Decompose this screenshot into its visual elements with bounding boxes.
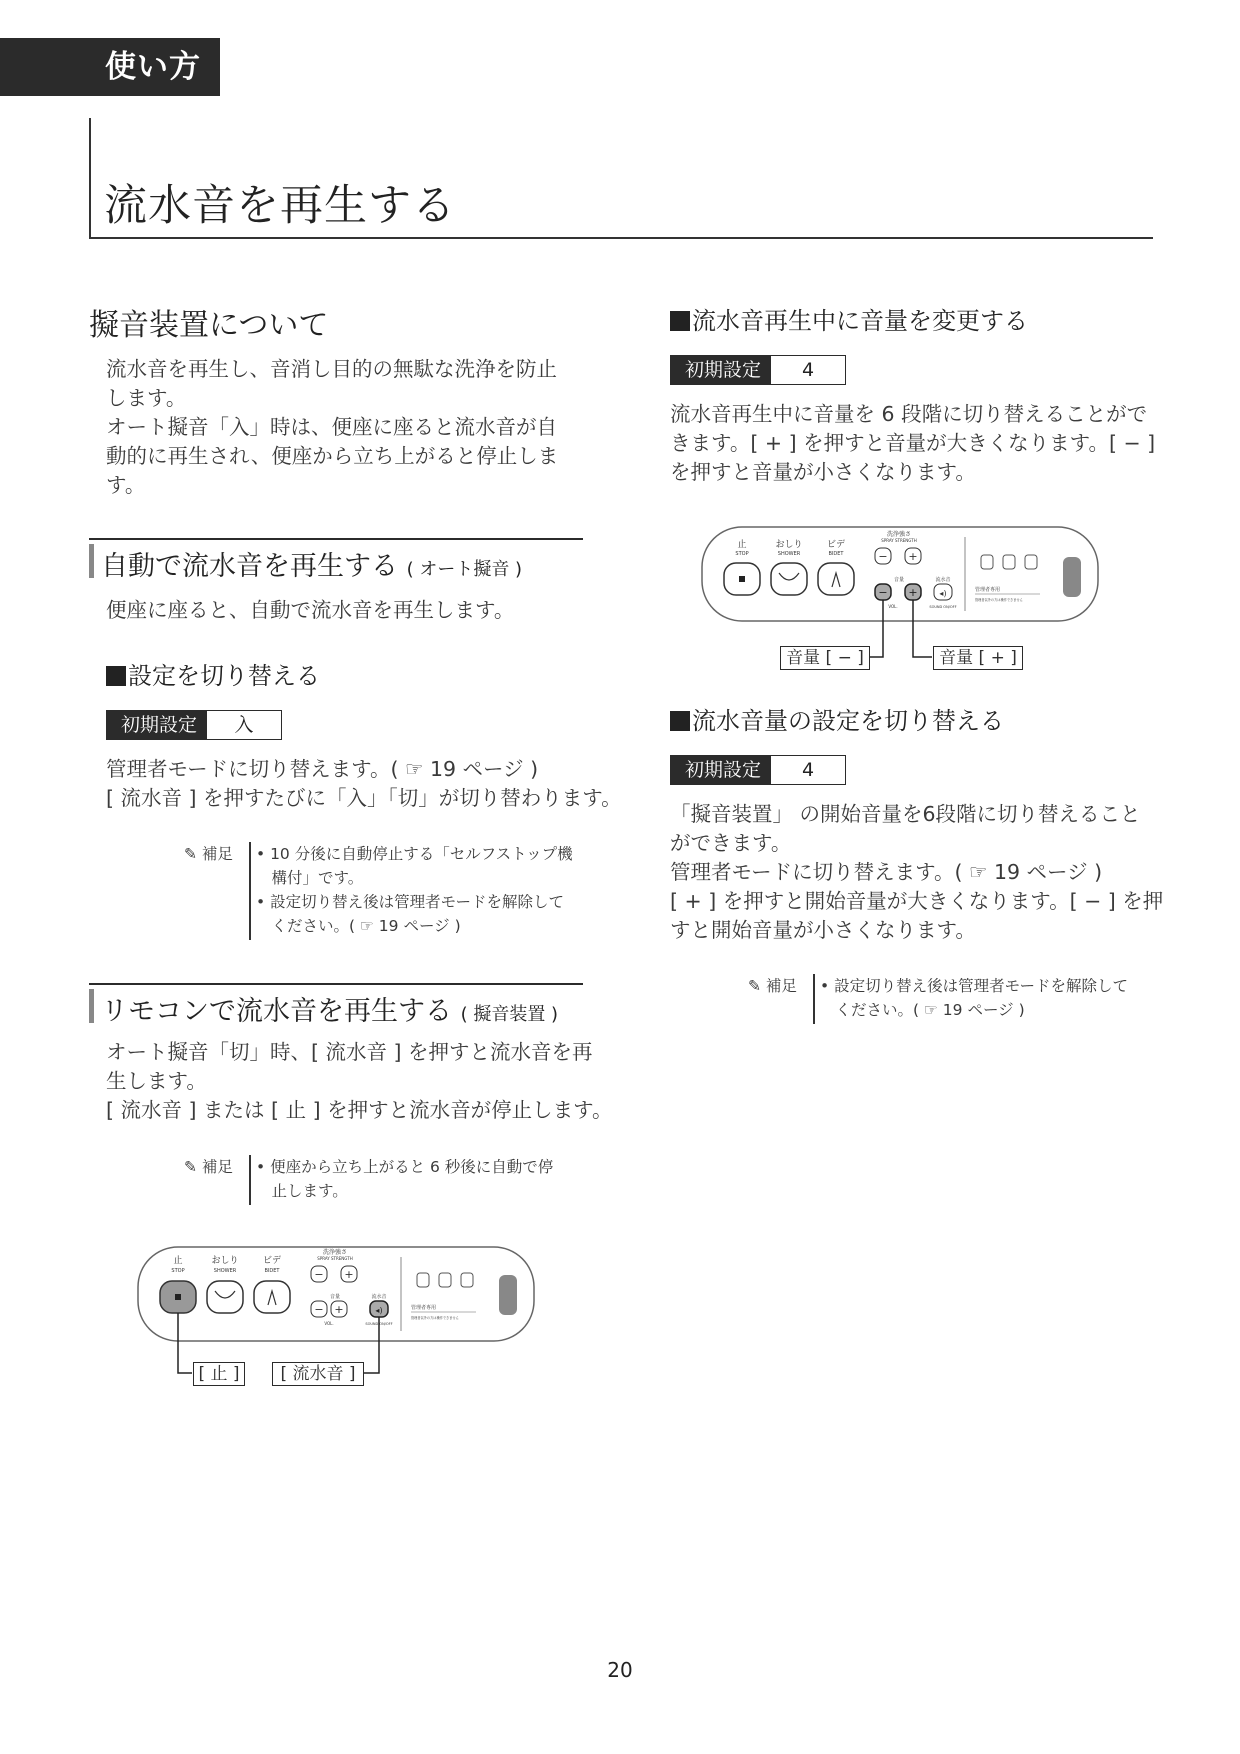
- svg-text:+: +: [344, 1268, 354, 1281]
- init-label: 初期設定: [671, 356, 771, 384]
- admin-label: 管理者専用: [975, 587, 1001, 593]
- bidet-button: [254, 1281, 290, 1313]
- auto-switch-text: [106, 755, 622, 813]
- volume-setting-line: すと開始音量が小さくなります。: [670, 918, 976, 942]
- shower-button: [771, 563, 807, 595]
- volume-line: 流水音再生中に音量を 6 段階に切り替えることがで: [670, 402, 1148, 426]
- note-label: ✎ 補足: [748, 977, 797, 995]
- remote-panel-graphic: [700, 525, 1100, 675]
- admin-label: 管理者専用: [411, 1305, 437, 1311]
- admin-sub-label: 管理者以外の方は操作できません: [411, 1316, 459, 1320]
- stop-icon: [739, 576, 745, 582]
- stop-label: 止: [173, 1256, 183, 1266]
- section-accent: [89, 544, 94, 578]
- about-heading: 擬音装置について: [89, 308, 329, 343]
- auto-section-header: [89, 538, 583, 582]
- note-line: • 10 分後に自動停止する「セルフストップ機: [256, 845, 573, 863]
- auto-line: 便座に座ると、自動で流水音を再生します。: [106, 598, 515, 622]
- svg-text:+: +: [908, 550, 918, 563]
- spray-label: 洗浄強さ: [322, 1249, 348, 1256]
- shower-label: おしり: [775, 540, 803, 550]
- remote-line: 生します。: [106, 1069, 207, 1093]
- init-label: 初期設定: [107, 711, 207, 739]
- remote-indicator: [1063, 557, 1081, 597]
- init-value: 入: [234, 714, 254, 736]
- spray-en-label: SPRAY STRENGTH: [317, 1256, 353, 1261]
- bidet-en-label: BIDET: [264, 1268, 280, 1274]
- auto-switch-line: [ 流水音 ] を押すたびに「入」「切」が切り替わります。: [106, 786, 622, 810]
- volume-setting-line: [ + ] を押すと開始音量が大きくなります。[ − ] を押: [670, 889, 1164, 913]
- shower-button: [207, 1281, 243, 1313]
- sound-en-label: SOUND ON/OFF: [929, 605, 957, 609]
- volume-line: を押すと音量が小さくなります。: [670, 460, 976, 484]
- spray-label: 洗浄強さ: [886, 531, 912, 538]
- note-divider: [813, 974, 815, 1024]
- square-bullet-icon: [670, 711, 690, 731]
- vol-en-label: VOL.: [324, 1321, 334, 1326]
- callout-stop: [ 止 ]: [193, 1362, 245, 1386]
- init-value: 4: [801, 759, 815, 781]
- remote-line: オート擬音「切」時、[ 流水音 ] を押すと流水音を再: [106, 1040, 593, 1064]
- stop-en-label: STOP: [171, 1268, 185, 1274]
- note-line: 構付」です。: [256, 869, 364, 887]
- shower-en-label: SHOWER: [213, 1268, 237, 1274]
- note-line: ください。( ☞ 19 ページ ): [820, 1001, 1025, 1019]
- square-bullet-icon: [670, 311, 690, 331]
- auto-desc: [106, 596, 514, 625]
- note-line: ください。( ☞ 19 ページ ): [256, 917, 461, 935]
- svg-text:−: −: [878, 586, 888, 599]
- svg-text:−: −: [878, 550, 888, 563]
- about-text: [106, 355, 558, 500]
- init-label: 初期設定: [671, 756, 771, 784]
- vol-en-label: VOL.: [888, 604, 898, 609]
- section-tab: 使い方: [0, 38, 220, 96]
- auto-init-setting: [106, 710, 282, 740]
- volume-setting-line: 管理者モードに切り替えます。( ☞ 19 ページ ): [670, 860, 1103, 884]
- switch-heading: [106, 656, 320, 691]
- svg-text:−: −: [314, 1303, 324, 1316]
- remote-text: [106, 1038, 612, 1125]
- auto-note: [184, 842, 584, 942]
- vol-label: 音量: [329, 1294, 341, 1300]
- bidet-label: ビデ: [262, 1256, 282, 1266]
- volume-setting-heading: [670, 701, 1004, 736]
- remote-title: リモコンで流水音を再生する: [101, 996, 452, 1027]
- bidet-label: ビデ: [826, 540, 846, 550]
- volume-setting-heading-text: 流水音量の設定を切り替える: [692, 707, 1004, 735]
- note-divider: [249, 842, 251, 940]
- vol-label: 音量: [893, 577, 905, 583]
- init-value: 4: [801, 359, 815, 381]
- volume-setting-line: ができます。: [670, 831, 792, 855]
- admin-sub-label: 管理者以外の方は操作できません: [975, 598, 1023, 602]
- auto-switch-line: 管理者モードに切り替えます。( ☞ 19 ページ ): [106, 757, 539, 781]
- volume-line: きます。[ + ] を押すと音量が大きくなります。[ − ]: [670, 431, 1156, 455]
- note-line: 止します。: [256, 1182, 348, 1200]
- shower-en-label: SHOWER: [777, 551, 801, 557]
- about-line: 流水音を再生し、音消し目的の無駄な洗浄を防止: [106, 357, 557, 381]
- sound-label: 流水音: [371, 1294, 387, 1300]
- remote-section-title: [101, 989, 558, 1028]
- bidet-button: [818, 563, 854, 595]
- callout-volume-minus: 音量 [ − ]: [780, 646, 870, 670]
- remote-indicator: [499, 1275, 517, 1315]
- remote-line: [ 流水音 ] または [ 止 ] を押すと流水音が停止します。: [106, 1098, 613, 1122]
- svg-text:◂): ◂): [375, 1306, 383, 1315]
- title-horizontal-rule: [89, 237, 1153, 239]
- note-lines: [820, 974, 1128, 1022]
- switch-heading-text: 設定を切り替える: [128, 662, 320, 690]
- auto-subtitle: ( オート擬音 ): [406, 559, 523, 580]
- note-label: ✎ 補足: [184, 1158, 233, 1176]
- note-divider: [249, 1155, 251, 1205]
- volume-text: [670, 400, 1155, 487]
- volume-setting-text: [670, 800, 1163, 945]
- remote-note: [184, 1155, 584, 1205]
- svg-text:+: +: [334, 1303, 344, 1316]
- shower-label: おしり: [211, 1256, 239, 1266]
- stop-label: 止: [737, 540, 747, 550]
- spray-en-label: SPRAY STRENGTH: [881, 538, 917, 543]
- callout-volume-plus: 音量 [ + ]: [933, 646, 1023, 670]
- volume-heading: [670, 301, 1028, 336]
- page-title: 流水音を再生する: [104, 181, 456, 231]
- remote-subtitle: ( 擬音装置 ): [460, 1004, 559, 1025]
- sound-label: 流水音: [935, 577, 951, 583]
- auto-title: 自動で流水音を再生する: [101, 551, 398, 582]
- svg-text:+: +: [908, 586, 918, 599]
- volume-setting-init: [670, 755, 846, 785]
- callout-sound: [ 流水音 ]: [272, 1362, 364, 1386]
- remote-illustration-volume: [700, 525, 1100, 675]
- stop-en-label: STOP: [735, 551, 749, 557]
- note-line: • 設定切り替え後は管理者モードを解除して: [820, 977, 1128, 995]
- note-label: ✎ 補足: [184, 845, 233, 863]
- about-line: します。: [106, 386, 187, 410]
- note-lines: [256, 1155, 553, 1203]
- note-line: • 設定切り替え後は管理者モードを解除して: [256, 893, 564, 911]
- note-lines: [256, 842, 573, 938]
- volume-setting-note: [748, 974, 1148, 1024]
- section-accent: [89, 989, 94, 1023]
- auto-section-title: [101, 544, 522, 583]
- square-bullet-icon: [106, 666, 126, 686]
- note-line: • 便座から立ち上がると 6 秒後に自動で停: [256, 1158, 554, 1176]
- volume-init-setting: [670, 355, 846, 385]
- remote-section-header: [89, 983, 583, 1027]
- about-line: オート擬音「入」時は、便座に座ると流水音が自: [106, 415, 557, 439]
- title-vertical-rule: [89, 118, 91, 238]
- svg-text:−: −: [314, 1268, 324, 1281]
- about-line: す。: [106, 473, 146, 497]
- about-line: 動的に再生され、便座から立ち上がると停止しま: [106, 444, 559, 468]
- sound-en-label: SOUND ON/OFF: [365, 1322, 393, 1326]
- volume-heading-text: 流水音再生中に音量を変更する: [692, 307, 1028, 335]
- svg-text:◂): ◂): [939, 589, 947, 598]
- stop-icon: [175, 1294, 181, 1300]
- bidet-en-label: BIDET: [828, 551, 844, 557]
- volume-setting-line: 「擬音装置」 の開始音量を6段階に切り替えること: [670, 802, 1141, 826]
- page-number: 20: [607, 1658, 633, 1682]
